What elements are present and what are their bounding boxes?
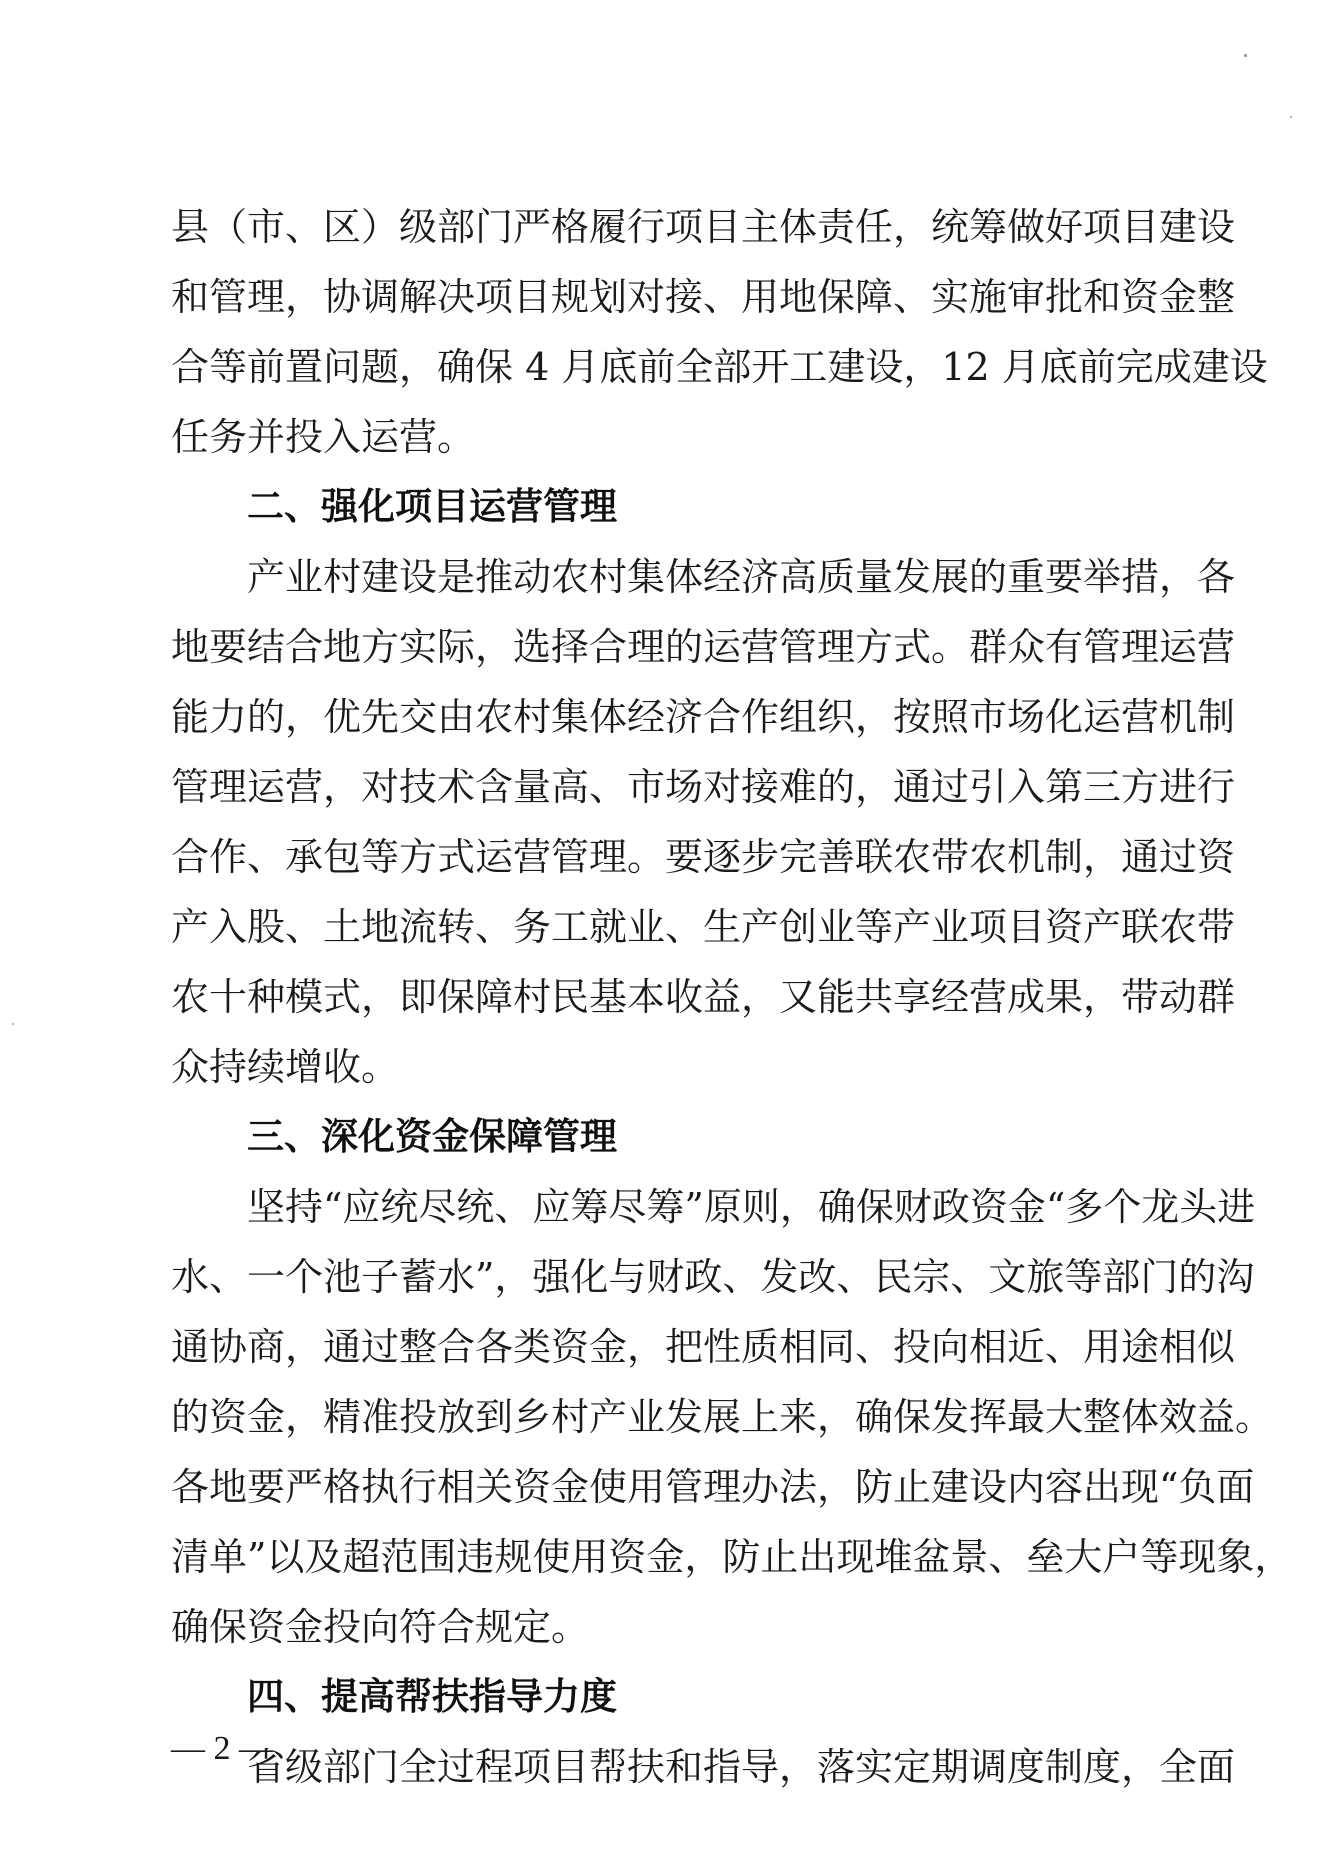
text-line: 农十种模式，即保障村民基本收益，又能共享经营成果，带动群 (171, 975, 1236, 1019)
text-line: 各地要严格执行相关资金使用管理办法，防止建设内容出现“负面 (171, 1465, 1255, 1509)
text-line: 坚持“应统尽统、应筹尽筹”原则，确保财政资金“多个龙头进 (247, 1185, 1256, 1229)
text-line: 确保资金投向符合规定。 (171, 1605, 590, 1649)
paragraph-4 (171, 1732, 1236, 1802)
text-line: 清单”以及超范围违规使用资金，防止出现堆盆景、垒大户等现象， (171, 1535, 1293, 1579)
section-heading-4: 四、提高帮扶指导力度 (247, 1675, 617, 1718)
text-line: 通协商，通过整合各类资金，把性质相同、投向相近、用途相似 (171, 1325, 1236, 1369)
paragraph-3 (171, 1172, 1293, 1662)
section-heading-3: 三、深化资金保障管理 (247, 1115, 617, 1158)
text-line: 产入股、土地流转、务工就业、生产创业等产业项目资产联农带 (171, 905, 1236, 949)
text-line: 管理运营，对技术含量高、市场对接难的，通过引入第三方进行 (171, 765, 1236, 809)
text-line: 任务并投入运营。 (171, 415, 476, 459)
text-line: 合等前置问题，确保 4 月底前全部开工建设，12 月底前完成建设 (171, 345, 1268, 389)
text-line: 省级部门全过程项目帮扶和指导，落实定期调度制度，全面 (247, 1745, 1236, 1789)
paragraph-1 (171, 192, 1268, 472)
scan-speck (12, 1023, 14, 1025)
text-line: 的资金，精准投放到乡村产业发展上来，确保发挥最大整体效益。 (171, 1395, 1274, 1439)
text-line: 县（市、区）级部门严格履行项目主体责任，统筹做好项目建设 (171, 205, 1236, 249)
page-number: — 2 — (171, 1730, 273, 1767)
text-line: 产业村建设是推动农村集体经济高质量发展的重要举措，各 (247, 555, 1236, 599)
section-heading-2: 二、强化项目运营管理 (247, 485, 617, 528)
text-line: 能力的，优先交由农村集体经济合作组织，按照市场化运营机制 (171, 695, 1236, 739)
text-line: 水、一个池子蓄水”，强化与财政、发改、民宗、文旅等部门的沟 (171, 1255, 1255, 1299)
text-line: 和管理，协调解决项目规划对接、用地保障、实施审批和资金整 (171, 275, 1236, 319)
text-line: 地要结合地方实际，选择合理的运营管理方式。群众有管理运营 (171, 625, 1236, 669)
paragraph-2 (171, 542, 1236, 1102)
text-line: 众持续增收。 (171, 1045, 400, 1089)
scan-speck (1290, 116, 1292, 118)
text-line: 合作、承包等方式运营管理。要逐步完善联农带农机制，通过资 (171, 835, 1236, 879)
document-body (171, 192, 1293, 1802)
scan-speck (1244, 54, 1247, 57)
